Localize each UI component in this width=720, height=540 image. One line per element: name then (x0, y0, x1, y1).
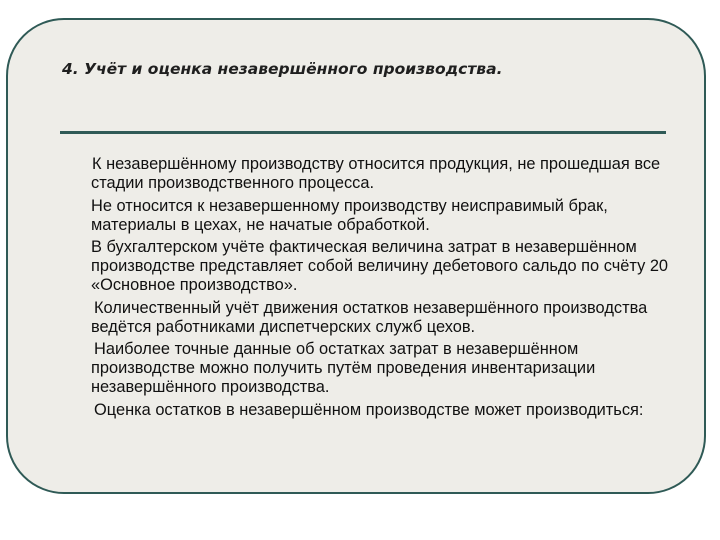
paragraph-valuation: Оценка остатков в незавершённом производстве может производиться: (94, 400, 644, 419)
title-divider (60, 131, 666, 134)
slide-body (91, 155, 681, 423)
paragraph-not-included: Не относится к незавершенному производству неисправимый брак, материалы в цехах, не начатые обработкой. (91, 196, 608, 234)
slide-title: 4. Учёт и оценка незавершённого производства. (62, 60, 503, 78)
paragraph-inventory: Наиболее точные данные об остатках затрат в незавершённом производстве можно получить путём проведения инвентаризации незавершённого производства. (91, 340, 596, 396)
paragraph-quantitative-accounting: Количественный учёт движения остатков незавершённого производства ведётся работниками диспетчерских служб цехов. (91, 298, 648, 336)
paragraph-accounting: В бухгалтерском учёте фактическая величина затрат в незавершённом производстве представляет собой величину дебетового сальдо по счёту 20 «Основное производство». (91, 238, 669, 294)
paragraph-wip-definition: К незавершённому производству относится продукция, не прошедшая все стадии производственного процесса. (91, 155, 661, 192)
